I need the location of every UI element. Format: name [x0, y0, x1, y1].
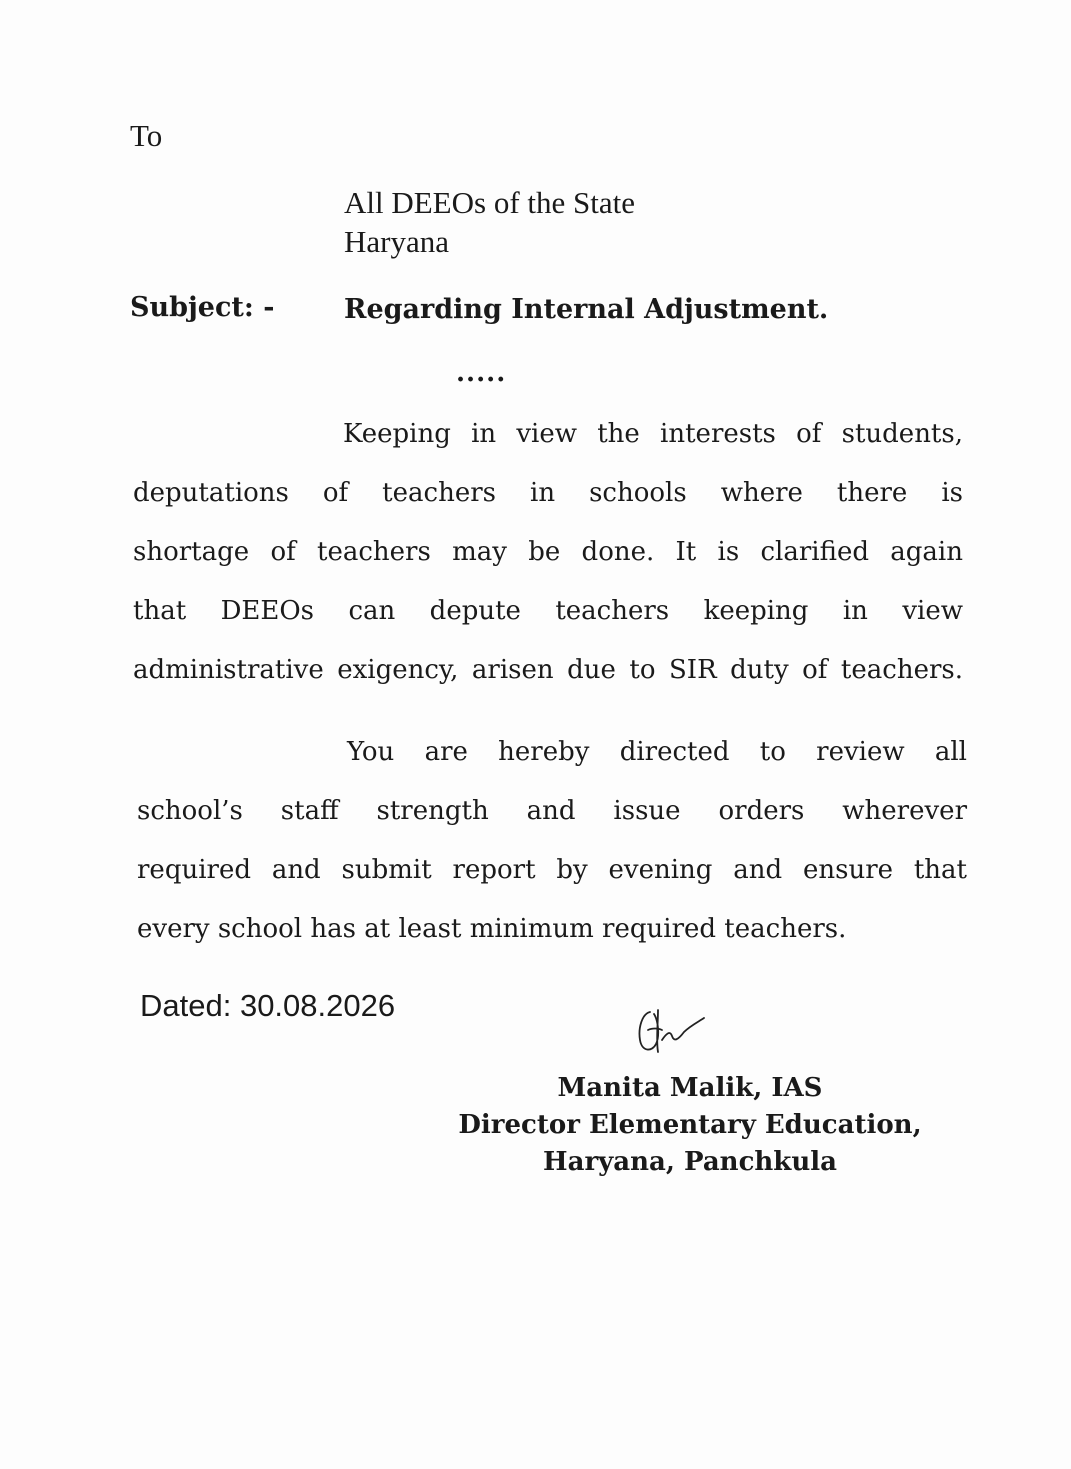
paragraph-line: Keeping in view the interests of students,: [343, 419, 963, 449]
recipient-block: [344, 183, 635, 261]
signatory-block: [445, 1070, 935, 1181]
signatory-location: Haryana, Panchkula: [543, 1147, 837, 1177]
paragraph-line: every school has at least minimum required teachers.: [137, 914, 847, 944]
subject-label: Subject: -: [130, 292, 275, 323]
paragraph-line: that DEEOs can depute teachers keeping in view: [133, 596, 963, 626]
signatory-name: Manita Malik, IAS: [557, 1073, 823, 1103]
to-label: To: [130, 118, 163, 153]
paragraph-line: required and submit report by evening and ensure that: [137, 855, 967, 885]
paragraph-line: deputations of teachers in schools where there is: [133, 478, 963, 508]
recipient-state: Haryana: [344, 224, 449, 259]
body-paragraph-2: [137, 723, 967, 959]
separator-dots: .....: [456, 358, 507, 388]
dated-line: Dated: 30.08.2026: [140, 988, 396, 1023]
subject-text: Regarding Internal Adjustment.: [344, 294, 829, 325]
paragraph-line: administrative exigency, arisen due to SIR duty of teachers.: [133, 655, 963, 685]
handwritten-signature: [628, 1000, 708, 1062]
body-paragraph-1: [133, 405, 963, 700]
paragraph-line: school’s staff strength and issue orders wherever: [137, 796, 967, 826]
paragraph-line: You are hereby directed to review all: [347, 737, 967, 767]
paragraph-line: shortage of teachers may be done. It is clarified again: [133, 537, 963, 567]
signatory-designation: Director Elementary Education,: [458, 1110, 922, 1140]
recipient-line: All DEEOs of the State: [344, 185, 636, 220]
